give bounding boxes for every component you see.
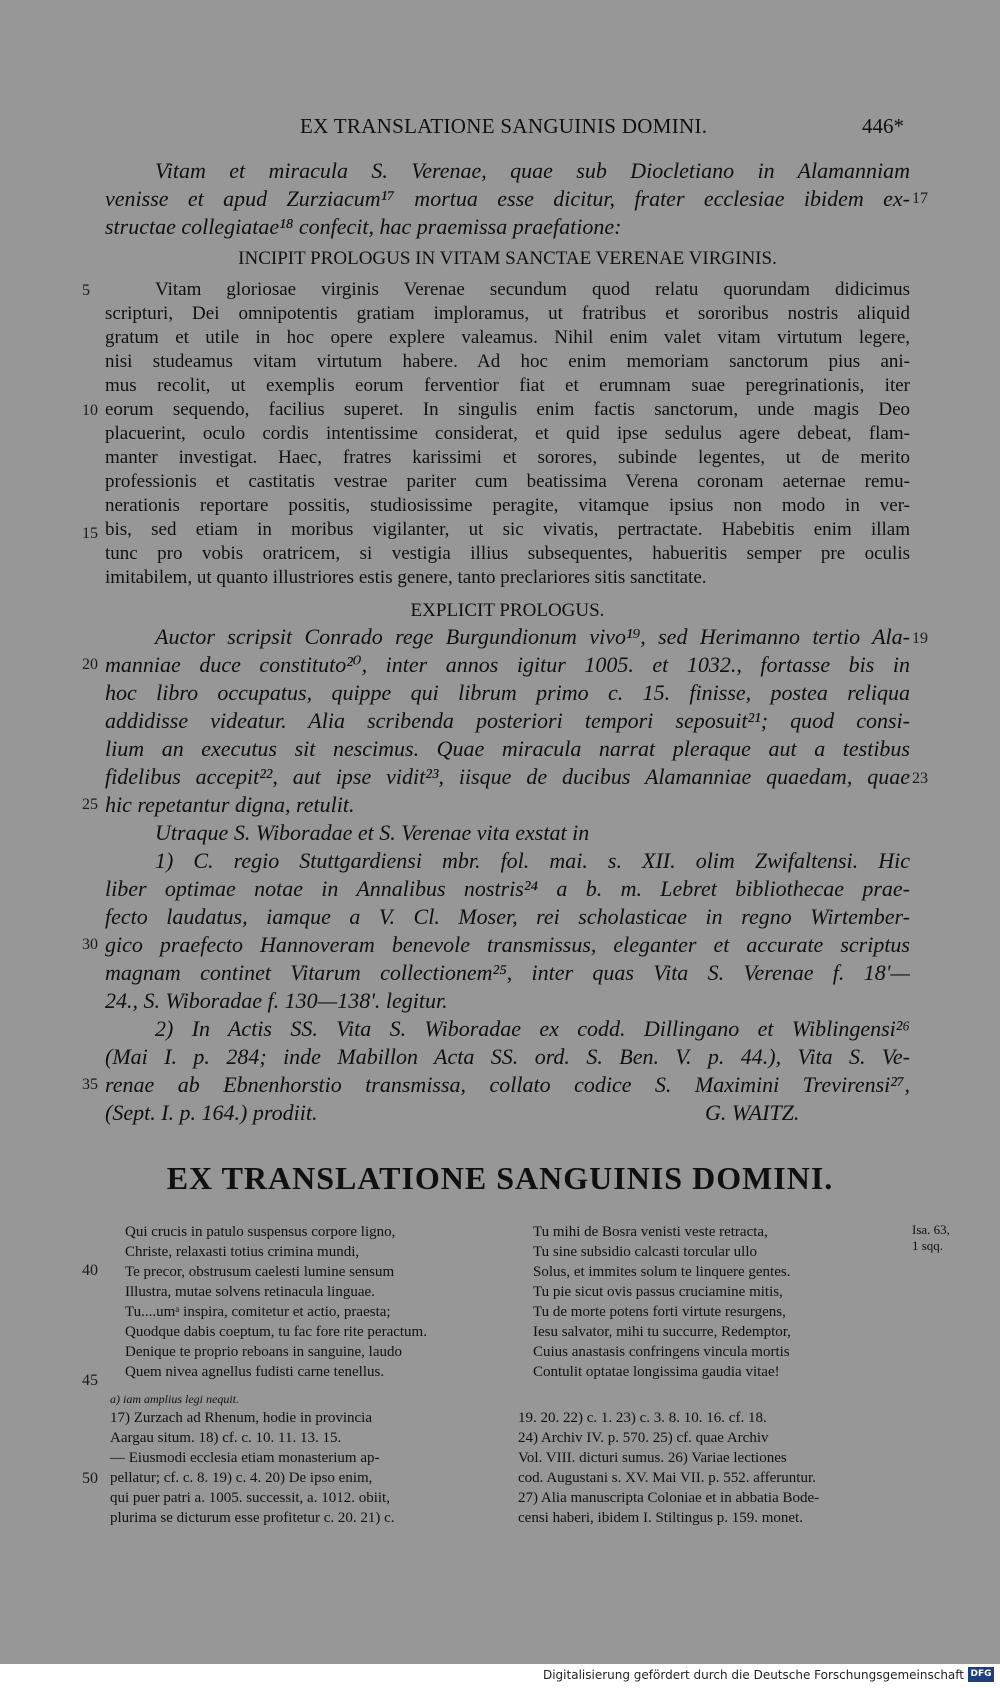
commentary-line: lium an executus sit nescimus. Quae miracula narrat pleraque aut a testibus xyxy=(105,736,910,761)
footnote-line: 17) Zurzach ad Rhenum, hodie in provincia xyxy=(110,1410,373,1426)
commentary-line: magnam continet Vitarum collectionem²⁵, inter quas Vita S. Verenae f. 18'— xyxy=(105,960,910,985)
line-number: 50 xyxy=(82,1470,98,1487)
prologue-line: Vitam gloriosae virginis Verenae secundum quod relatu quorundam didicimus xyxy=(155,279,910,300)
verse-line: Quem nivea agnellus fudisti carne tenellus. xyxy=(125,1364,385,1380)
verse-line: Qui crucis in patulo suspensus corpore ligno, xyxy=(125,1224,396,1240)
prologue-line: nerationis reportare possitis, studiosissime peragite, vitamque ipsius non modo in ver- xyxy=(105,495,910,516)
commentary-line: fidelibus accepit²², aut ipse vidit²³, iisque de ducibus Alamanniae quaedam, quae xyxy=(105,764,910,789)
line-number: 5 xyxy=(82,282,90,299)
commentary-line: renae ab Ebnenhorstio transmissa, collato codice S. Maximini Trevirensi²⁷, xyxy=(105,1072,910,1097)
prologue-line: professionis et castitatis vestrae pariter cum beatissima Verena coronam aeternae remu- xyxy=(105,471,910,492)
verse-line: Contulit optatae longissima gaudia vitae! xyxy=(533,1364,780,1380)
line-number: 20 xyxy=(82,656,98,673)
explicit-heading: EXPLICIT PROLOGUS. xyxy=(410,600,605,621)
line-number: 45 xyxy=(82,1372,98,1389)
line-number: 35 xyxy=(82,1076,98,1093)
verse-line: Te precor, obstrusum caelesti lumine sensum xyxy=(125,1264,395,1280)
footnote-line: — Eiusmodi ecclesia etiam monasterium ap- xyxy=(110,1450,380,1466)
margin-ref: 17 xyxy=(912,190,928,207)
footnote-line: plurima se dicturum esse profitetur c. 20. 21) c. xyxy=(110,1510,395,1526)
footnote-line: Aargau situm. 18) cf. c. 10. 11. 13. 15. xyxy=(110,1430,342,1446)
page-header xyxy=(0,114,1000,142)
section-title: EX TRANSLATIONE SANGUINIS DOMINI. xyxy=(166,1160,834,1196)
prologue-line: mus recolit, ut exemplis eorum ferventior fiat et erumnam suae peregrinationis, iter xyxy=(105,375,910,396)
verse-line: Quodque dabis coeptum, tu fac fore rite peractum. xyxy=(125,1324,427,1340)
verse-line: Tu pie sicut ovis passus cruciamine mitis, xyxy=(533,1284,783,1300)
line-number: 25 xyxy=(82,796,98,813)
page-number: 446* xyxy=(862,114,904,138)
line-number: 15 xyxy=(82,525,98,542)
intro-line: Vitam et miracula S. Verenae, quae sub Diocletiano in Alamanniam xyxy=(155,158,910,183)
verse-line: Denique te proprio reboans in sanguine, laudo xyxy=(125,1344,403,1360)
prologue-line: scripturi, Dei omnipotentis gratiam imploramus, ut fratribus et sororibus nostris aliquid xyxy=(105,303,910,324)
prologue-line: bis, sed etiam in moribus vigilanter, ut sic vivatis, pertractate. Habebitis enim illam xyxy=(105,519,910,540)
running-title: EX TRANSLATIONE SANGUINIS DOMINI. xyxy=(300,114,708,138)
signature: G. WAITZ. xyxy=(705,1100,800,1125)
footnote-line: qui puer patri a. 1005. successit, a. 1012. obiit, xyxy=(110,1490,390,1506)
commentary-line: fecto laudatus, iamque a V. Cl. Moser, rei scholasticae in regno Wirtember- xyxy=(105,904,910,929)
dfg-logo: DFG xyxy=(968,1667,994,1682)
footnote-line: censi haberi, ibidem I. Stiltingus p. 159. monet. xyxy=(518,1510,803,1526)
commentary-line: manniae duce constituto²⁰, inter annos igitur 1005. et 1032., fortasse bis in xyxy=(105,652,910,677)
funding-footer xyxy=(0,1664,1000,1688)
margin-citation: Isa. 63, xyxy=(912,1222,950,1237)
commentary-line: 24., S. Wiboradae f. 130—138'. legitur. xyxy=(105,988,448,1013)
commentary-line: (Sept. I. p. 164.) prodiit. xyxy=(105,1100,318,1125)
verse-line: Illustra, mutae solvens retinacula linguae. xyxy=(125,1284,375,1300)
footnote-line: cod. Augustani s. XV. Mai VII. p. 552. afferuntur. xyxy=(518,1470,816,1486)
intro-line: venisse et apud Zurziacum¹⁷ mortua esse dicitur, frater ecclesiae ibidem ex- xyxy=(105,186,910,211)
margin-ref: 19 xyxy=(912,630,928,647)
prologue-line: nisi studeamus vitam virtutum habere. Ad hoc enim memoriam sanctorum pius ani- xyxy=(105,351,910,372)
commentary-line: hic repetantur digna, retulit. xyxy=(105,792,355,817)
verse-line: Cuius anastasis confringens vincula mortis xyxy=(533,1344,790,1360)
commentary-line: Utraque S. Wiboradae et S. Verenae vita exstat in xyxy=(155,820,590,845)
commentary-line: 2) In Actis SS. Vita S. Wiboradae ex codd. Dillingano et Wiblingensi²⁶ xyxy=(155,1016,910,1041)
footnote-line: 19. 20. 22) c. 1. 23) c. 3. 8. 10. 16. cf. 18. xyxy=(518,1410,767,1426)
verse-line: Solus, et immites solum te linquere gentes. xyxy=(533,1264,791,1280)
prologue-line: eorum sequendo, facilius superet. In singulis enim factis sanctorum, unde magis Deo xyxy=(105,399,910,420)
commentary-line: gico praefecto Hannoveram benevole transmissus, eleganter et accurate scriptus xyxy=(105,932,910,957)
prologue-line: gratum et utile in hoc opere explere valeamus. Nihil enim valet vitam virtutum legere, xyxy=(105,327,910,348)
apparatus-note: a) iam amplius legi nequit. xyxy=(110,1392,239,1406)
verse-line: Tu de morte potens forti virtute resurgens, xyxy=(533,1304,786,1320)
line-number: 30 xyxy=(82,936,98,953)
commentary-line: addidisse videatur. Alia scribenda posteriori tempori seposuit²¹; quod consi- xyxy=(105,708,910,733)
verse-line: Tu mihi de Bosra venisti veste retracta, xyxy=(533,1224,768,1240)
line-number: 10 xyxy=(82,402,98,419)
margin-ref: 23 xyxy=(912,770,928,787)
verse-line: Tu sine subsidio calcasti torcular ullo xyxy=(533,1244,758,1260)
margin-citation: 1 sqq. xyxy=(912,1238,944,1253)
prologue-line: manter investigat. Haec, fratres karissimi et sorores, subinde legentes, ut de merito xyxy=(105,447,910,468)
prologue-line: tunc pro vobis oratricem, si vestigia illius subsequentes, habueritis semper pre oculis xyxy=(105,543,910,564)
commentary-line: Auctor scripsit Conrado rege Burgundionum vivo¹⁹, sed Herimanno tertio Ala- xyxy=(155,624,910,649)
verse-line: Iesu salvator, mihi tu succurre, Redemptor, xyxy=(533,1324,791,1340)
commentary-line: hoc libro occupatus, quippe qui librum primo c. 15. finisse, postea reliqua xyxy=(105,680,910,705)
commentary-line: (Mai I. p. 284; inde Mabillon Acta SS. ord. S. Ben. V. p. 44.), Vita S. Ve- xyxy=(105,1044,910,1069)
prologue-line: placuerint, oculo cordis intentissime considerat, et quid ipse sedulus agere debeat, flam- xyxy=(105,423,910,444)
verse-line: Tu....umᵃ inspira, comitetur et actio, praesta; xyxy=(125,1304,391,1320)
footnote-line: pellatur; cf. c. 8. 19) c. 4. 20) De ipso enim, xyxy=(110,1470,373,1486)
footnote-line: 24) Archiv IV. p. 570. 25) cf. quae Archiv xyxy=(518,1430,769,1446)
footnote-line: 27) Alia manuscripta Coloniae et in abbatia Bode- xyxy=(518,1490,820,1506)
intro-line: structae collegiatae¹⁸ confecit, hac praemissa praefatione: xyxy=(105,214,622,239)
incipit-heading: INCIPIT PROLOGUS IN VITAM SANCTAE VERENAE VIRGINIS. xyxy=(238,248,777,269)
commentary-line: 1) C. regio Stuttgardiensi mbr. fol. mai. s. XII. olim Zwifaltensi. Hic xyxy=(155,848,910,873)
line-number: 40 xyxy=(82,1262,98,1279)
verse-line: Christe, relaxasti totius crimina mundi, xyxy=(125,1244,360,1260)
funding-notice: Digitalisierung gefördert durch die Deutsche Forschungsgemeinschaft xyxy=(542,1668,964,1682)
commentary-line: liber optimae notae in Annalibus nostris²⁴ a b. m. Lebret bibliothecae prae- xyxy=(105,876,910,901)
prologue-line: imitabilem, ut quanto illustriores estis genere, tanto preclariores sitis sanctitate. xyxy=(105,567,707,588)
footnote-line: Vol. VIII. dicturi sumus. 26) Variae lectiones xyxy=(518,1450,787,1466)
